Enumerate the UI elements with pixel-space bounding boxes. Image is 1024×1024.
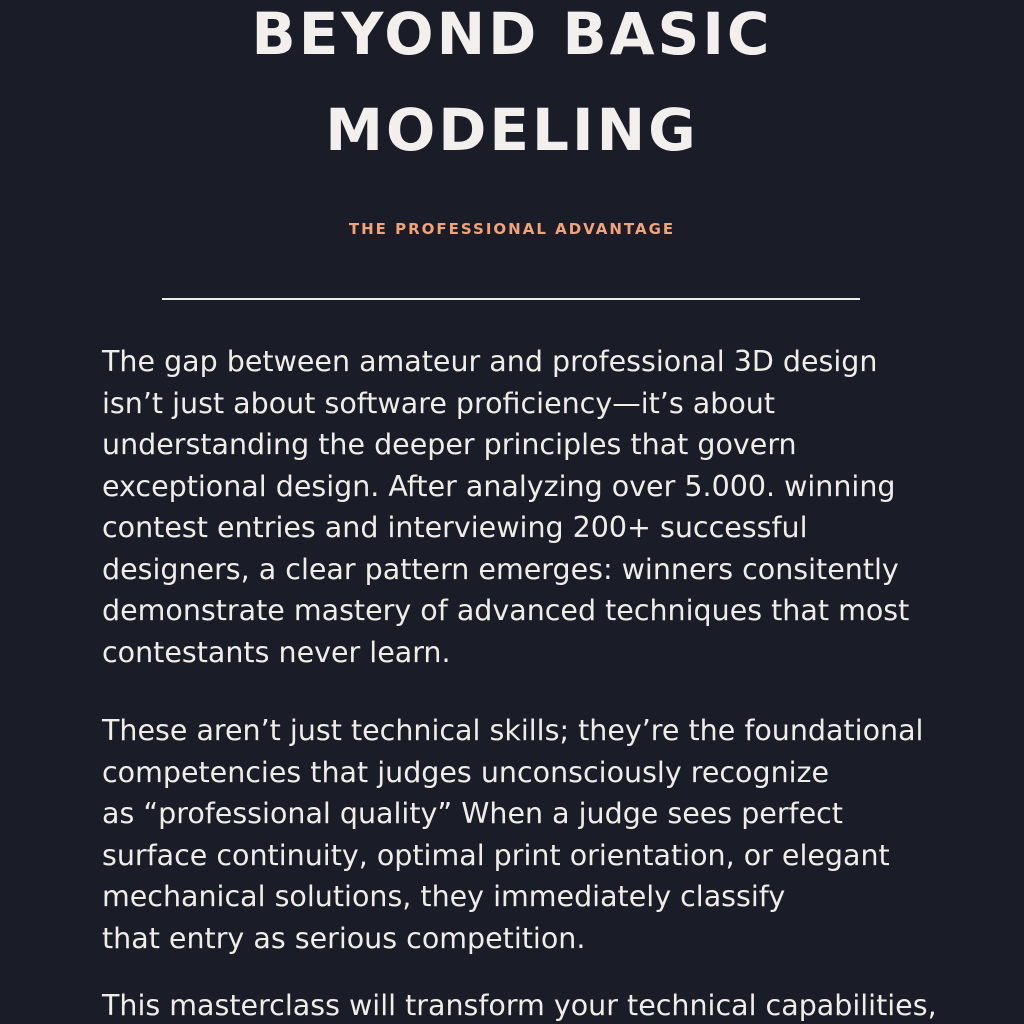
paragraph-line: contest entries and interviewing 200+ successful xyxy=(102,511,808,544)
paragraph-line: mechanical solutions, they immediately classify xyxy=(102,880,786,913)
title-line-2: MODELING xyxy=(325,96,699,164)
paragraph-line: demonstrate mastery of advanced techniques that most xyxy=(102,594,910,627)
paragraph-3 xyxy=(102,985,937,1024)
paragraph-line: that entry as serious competition. xyxy=(102,921,586,955)
paragraph-line: exceptional design. After analyzing over 5.000. winning xyxy=(102,469,896,503)
divider xyxy=(162,298,860,300)
paragraph-line: contestants never learn. xyxy=(102,635,451,669)
paragraph-line: competencies that judges unconsciously recognize xyxy=(102,755,830,789)
paragraph-line: designers, a clear pattern emerges: winners consitently xyxy=(102,552,899,586)
paragraph-line: understanding the deeper principles that govern xyxy=(102,428,797,461)
paragraph-2 xyxy=(102,710,923,959)
paragraph-line: The gap between amateur and professional 3D design xyxy=(102,345,878,378)
paragraph-line: This masterclass will transform your technical capabilities, xyxy=(102,989,937,1022)
paragraph-1 xyxy=(102,341,909,673)
paragraph-line: surface continuity, optimal print orientation, or elegant xyxy=(102,838,890,872)
paragraph-line: as “professional quality” When a judge sees perfect xyxy=(102,797,843,830)
paragraph-line: isn’t just about software proficiency—it’s about xyxy=(102,386,776,420)
subtitle: THE PROFESSIONAL ADVANTAGE xyxy=(348,220,676,238)
paragraph-line: These aren’t just technical skills; they’re the foundational xyxy=(102,714,924,747)
title-line-1: BEYOND BASIC xyxy=(251,0,773,68)
